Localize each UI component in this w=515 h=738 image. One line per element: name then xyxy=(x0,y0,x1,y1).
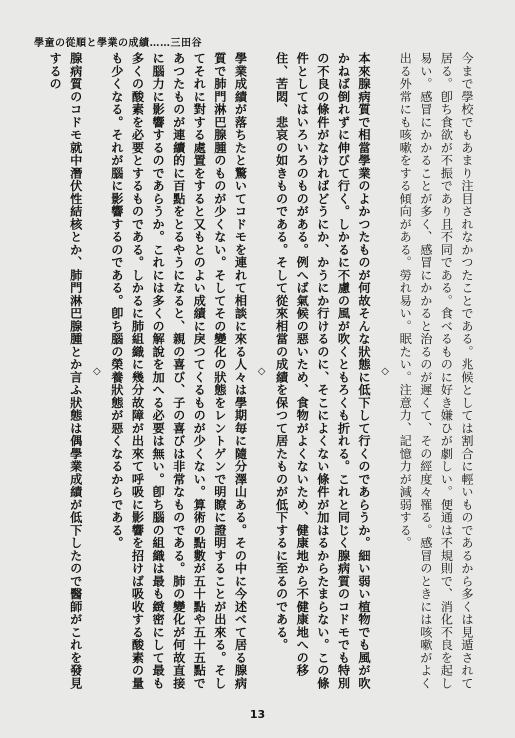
running-head: 學童の從順と學業の成績……三田谷 xyxy=(34,38,202,49)
paragraph-3: 學業成績が落ちたと驚いてコドモを連れて相談に來る人々は學期毎に隨分澤山ある。その中に今述べて居る腺病質で肺門淋巴腺腫のものが少くない。そしてその變化の狀態をレントゲンで明瞭に證明することが出來る。そしてそれに對する處置をすると又もとのよい成績に戾つてくるものが少くない。算術の點數が五十點や五十五點であつたものが連續的に百點をとるやうになると、親の喜び、子の喜びは非常なものである。肺の變化が何故直接に腦力に影響するのであらうか。これには多くの解說を加へる必要は無い。卽ち腦の組織は最も緻密にして最も多くの酸素を必要とするものである。しかるに肺組織に幾分故障が出來て呼吸に影響を招けば吸收する酸素の量も少くなる。それが腦に影響するのである。卽ち腦の榮養狀態が惡くなるからである。 xyxy=(109,52,248,690)
paragraph-4: 腺病質のコドモ就中潛伏性結核とか、肺門淋巴腺腫とか言ふ狀態は偶學業成績が低下したので醫師がこれを發見するの xyxy=(48,52,83,690)
paragraph-2: 本來腺病質で相當學業のよかつたものが何故そんな狀態に低下して行くのであらうか。細い弱い植物でも風が吹かねば倒れずに伸びて行く。しかるに不慮の風が吹くともろくも折れる。これと同じく腺病質のコドモでも特別の不良の條件がなければどうにか、かうにか行けるのに、そこによくない條件が加はるからたまらない。この條件としてはいろいろのものがある。例へば氣候の惡いため、食物がよくないため、健康地から不健康地への移住、苦悶、悲哀の如きものである。そして從來相當の成績を保つて居たものが低下するに至るのである。 xyxy=(274,52,372,690)
page-number: 13 xyxy=(249,708,266,721)
body-text xyxy=(35,52,477,692)
paragraph-1: 今まで學校でもあまり注目されなかつたことである。兆候としては割合に輕いものであるから多くは見遁されて居る。卽ち食欲が不振であり且不同である。食べるものに好き嫌ひが劇しい。便通は不規則で、消化不良を起し易い。感冒にかかることが多く、感冒にかかると治るのが遲くて、その經度々罹る。感冒のときには咳嗽がよく出る外常にも咳嗽をする傾向がある。勞れ易い。眠たい。注意力、記憶力が減弱する。 xyxy=(398,52,474,690)
section-divider-diamond-icon: ◇ xyxy=(256,366,268,378)
section-divider-diamond-icon: ◇ xyxy=(379,366,391,378)
section-divider-diamond-icon: ◇ xyxy=(91,366,103,378)
